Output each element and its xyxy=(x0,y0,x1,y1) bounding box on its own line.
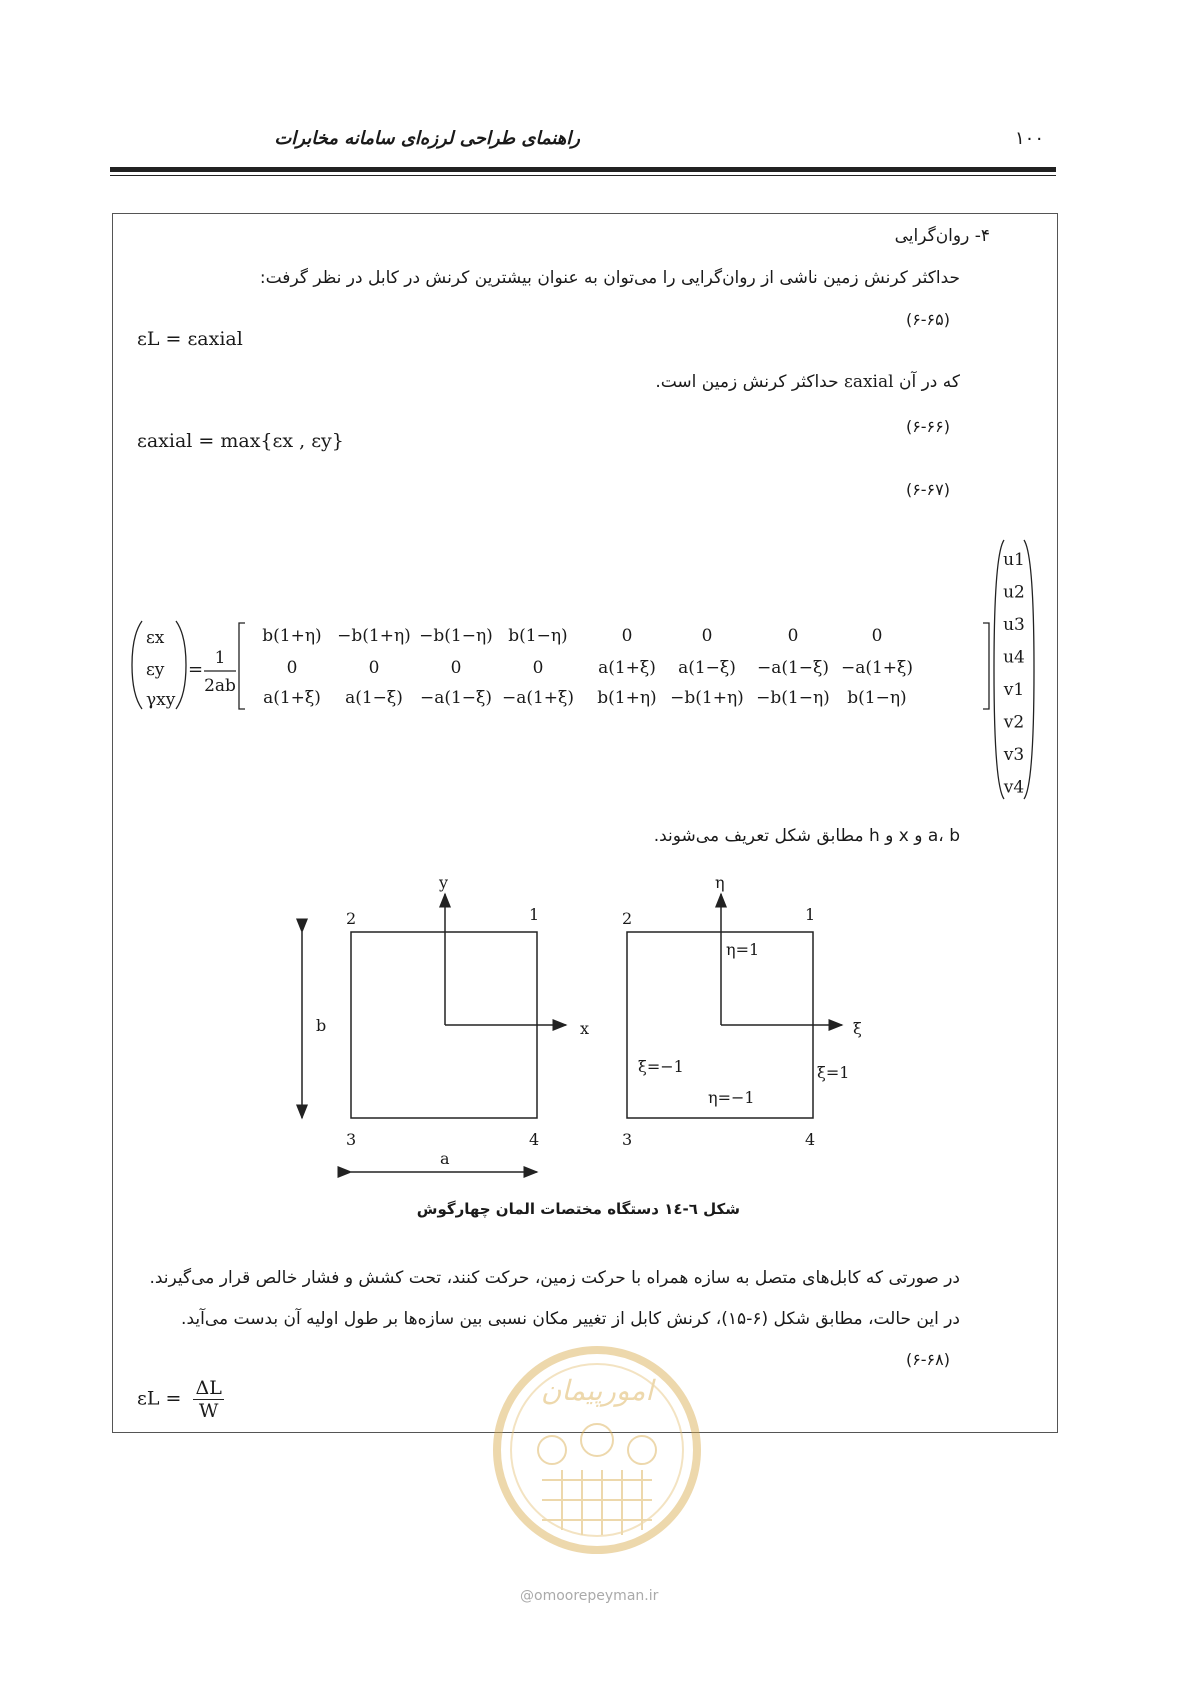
equation-68-denominator: W xyxy=(198,1400,219,1422)
watermark-text: امورپیمان xyxy=(540,1374,654,1407)
equation-68-numerator: ΔL xyxy=(195,1377,222,1399)
dimension-a-label: a xyxy=(440,1149,450,1168)
corner-2-label: 2 xyxy=(346,909,357,928)
rhs-entry: v4 xyxy=(1003,777,1025,798)
matrix-cell: −b(1−η) xyxy=(419,626,493,646)
xi-equals-minus-1-label: ξ=−1 xyxy=(638,1057,684,1076)
paragraph-2-after: حداکثر کرنش زمین است. xyxy=(655,372,839,392)
paragraph-2 xyxy=(655,368,960,396)
rhs-entry: u1 xyxy=(1003,550,1025,570)
x-axis-label: x xyxy=(580,1019,590,1038)
rhs-entry: u2 xyxy=(1003,582,1025,603)
equals-sign: = xyxy=(188,659,204,680)
eta-axis-label: η xyxy=(715,873,725,892)
paragraph-3: a، b و x و h مطابق شکل تعریف می‌شوند. xyxy=(653,826,960,846)
matrix-cell: b(1−η) xyxy=(847,688,907,708)
matrix-cell: −a(1+ξ) xyxy=(501,688,575,708)
paragraph-4: در صورتی که کابل‌های متصل به سازه همراه با حرکت زمین، حرکت کنند، تحت کشش و فشار خالص قرار می‌گیرند. xyxy=(149,1268,960,1288)
matrix-cell: 0 xyxy=(621,626,633,646)
matrix-cell: 0 xyxy=(286,658,298,678)
quadrilateral-coordinate-figure xyxy=(280,860,900,1180)
corner-3-label: 3 xyxy=(622,1130,633,1149)
matrix-cell: −a(1−ξ) xyxy=(756,658,830,678)
matrix-cell: a(1+ξ) xyxy=(598,658,656,678)
equation-label-66: (۶-۶۶) xyxy=(905,417,950,436)
eta-equals-1-label: η=1 xyxy=(726,940,760,959)
equation-68-lhs: εL = xyxy=(137,1387,182,1410)
watermark-logo xyxy=(482,1330,712,1580)
matrix-cell: −b(1+η) xyxy=(337,626,411,646)
paragraph-2-symbol: εaxial xyxy=(844,372,894,392)
matrix-cell: b(1+η) xyxy=(262,626,322,646)
paragraph-1: حداکثر کرنش زمین ناشی از روان‌گرایی را می‌توان به عنوان بیشترین کرنش در کابل در نظر گرفت: xyxy=(259,268,960,288)
rhs-entry: v3 xyxy=(1003,745,1025,765)
matrix-cell: 0 xyxy=(368,658,380,678)
dimension-b-label: b xyxy=(316,1016,327,1035)
page-number: ۱۰۰ xyxy=(1015,128,1045,149)
figure-caption: شکل ٦-١٤ دستگاه مختصات المان چهارگوش xyxy=(416,1200,740,1218)
matrix-cell: 0 xyxy=(701,626,713,646)
rhs-entry: u4 xyxy=(1003,647,1025,668)
equation-66: εaxial = max{εx , εy} xyxy=(137,430,344,452)
paragraph-2-before: که در آن xyxy=(898,372,960,392)
lhs-entry: εy xyxy=(146,660,165,680)
header-rule-thick xyxy=(110,167,1056,172)
y-axis-label: y xyxy=(439,873,449,892)
matrix-cell: 0 xyxy=(450,658,462,678)
rhs-entry: v2 xyxy=(1003,712,1025,733)
corner-3-label: 3 xyxy=(346,1130,357,1149)
xi-equals-1-label: ξ=1 xyxy=(817,1063,850,1082)
header-rule-thin xyxy=(110,175,1056,176)
equation-68 xyxy=(137,1377,224,1422)
matrix-cell: b(1−η) xyxy=(508,626,568,646)
rhs-entry: u3 xyxy=(1003,615,1025,635)
lhs-entry: εx xyxy=(146,628,165,648)
watermark-url: @omoorepeyman.ir xyxy=(520,1588,659,1604)
paragraph-5: در این حالت، مطابق شکل (۶-۱۵)، کرنش کابل از تغییر مکان نسبی بین سازه‌ها بر طول اولیه آن بدست می‌آید. xyxy=(181,1309,960,1329)
rhs-entry: v1 xyxy=(1003,680,1025,700)
equation-65: εL = εaxial xyxy=(137,328,243,350)
factor-denominator: 2ab xyxy=(204,676,236,696)
matrix-cell: −a(1+ξ) xyxy=(840,658,914,678)
corner-4-label: 4 xyxy=(805,1130,816,1149)
corner-1-label: 1 xyxy=(529,905,540,924)
corner-2-label: 2 xyxy=(622,909,633,928)
matrix-cell: a(1+ξ) xyxy=(263,688,321,708)
xi-axis-label: ξ xyxy=(853,1019,862,1038)
matrix-cell: −a(1−ξ) xyxy=(419,688,493,708)
running-header-title: راهنمای طراحی لرزه‌ای سامانه مخابرات xyxy=(274,128,580,149)
matrix-cell: −b(1−η) xyxy=(756,688,830,708)
corner-1-label: 1 xyxy=(805,905,816,924)
matrix-cell: −b(1+η) xyxy=(670,688,744,708)
lhs-entry: γxy xyxy=(146,690,176,710)
equation-label-67: (۶-۶۷) xyxy=(905,480,950,499)
matrix-cell: b(1+η) xyxy=(597,688,657,708)
matrix-cell: 0 xyxy=(871,626,883,646)
matrix-cell: a(1−ξ) xyxy=(345,688,403,708)
factor-numerator: 1 xyxy=(214,648,226,668)
matrix-cell: 0 xyxy=(787,626,799,646)
matrix-cell: 0 xyxy=(532,658,544,678)
matrix-cell: a(1−ξ) xyxy=(678,658,736,678)
matrix-equation-67 xyxy=(120,535,1050,805)
section-heading: ۴- روان‌گرایی xyxy=(894,226,990,246)
corner-4-label: 4 xyxy=(529,1130,540,1149)
equation-label-65: (۶-۶۵) xyxy=(905,310,950,329)
equation-label-68: (۶-۶۸) xyxy=(905,1350,950,1369)
eta-equals-minus-1-label: η=−1 xyxy=(708,1088,755,1107)
